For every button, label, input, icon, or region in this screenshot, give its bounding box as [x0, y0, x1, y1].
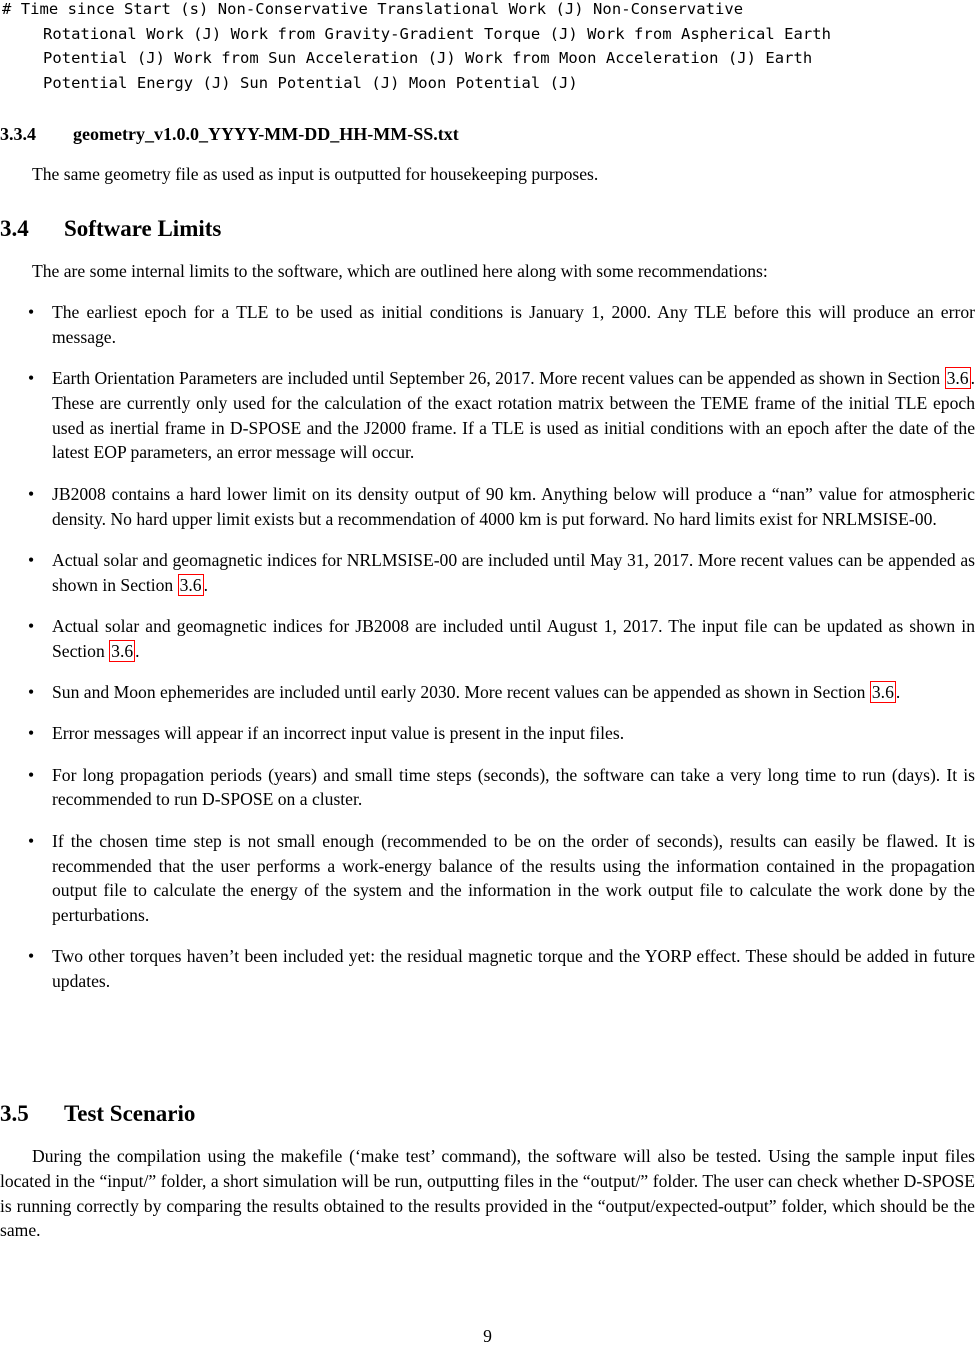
code-line: Rotational Work (J) Work from Gravity-Gradient Torque (J) Work from Aspherical Earth [43, 24, 832, 43]
list-item: • Error messages will appear if an incorrect input value is present in the input files. [0, 721, 975, 746]
geometry-file-paragraph: The same geometry file as used as input is outputted for housekeeping purposes. [32, 164, 599, 184]
section-number: 3.5 [0, 1101, 29, 1126]
bullet-icon: • [28, 946, 35, 967]
bullet-icon: • [28, 830, 35, 851]
list-item: • Sun and Moon ephemerides are included until early 2030. More recent values can be appended as shown in Section 3.6 . [0, 680, 975, 705]
section-reference-link[interactable]: 3.6 [946, 368, 969, 389]
software-limits-intro: The are some internal limits to the software, which are outlined here along with some recommendations: [32, 261, 768, 281]
bullet-icon: • [28, 682, 35, 703]
list-item: • Actual solar and geomagnetic indices for JB2008 are included until August 1, 2017. The input file can be updated as shown in Section 3.6 . [28, 615, 975, 661]
section-heading-test-scenario [0, 1101, 195, 1127]
subsection-title: geometry_v1.0.0_YYYY-MM-DD_HH-MM-SS.txt [73, 124, 459, 144]
section-reference-link[interactable]: 3.6 [179, 574, 202, 595]
bullet-icon: • [28, 549, 35, 570]
list-item: • Earth Orientation Parameters are included until September 26, 2017. More recent values can be appended as shown in Section 3.6 . These are currently only used for the calculation of the exact rotation matrix between the TEME frame of the initial TLE epoch used as inertial frame in D-SPOSE and the J2000 frame. If a TLE is used as initial conditions with an epoch after the date of the latest EOP parameters, an error message will occur. [28, 368, 975, 463]
test-scenario-paragraph: During the compilation using the makefile (‘make test’ command), the software will also be tested. Using the sample input files located in the “input/” folder, a short simulation will be run, outputting files in the “output/” folder. The user can check whether D-SPOSE is running correctly by comparing the results obtained to the results provided in the “output/expected-output” folder, which should be the same. [0, 1146, 975, 1241]
section-title: Test Scenario [64, 1101, 196, 1126]
bullet-icon: • [28, 483, 35, 504]
bullet-icon: • [28, 764, 35, 785]
section-reference-link[interactable]: 3.6 [871, 682, 894, 703]
list-item: • The earliest epoch for a TLE to be used as initial conditions is January 1, 2000. Any TLE before this will produce an error message. [28, 302, 975, 347]
bullet-icon: • [28, 368, 35, 389]
list-item: • Two other torques haven’t been included yet: the residual magnetic torque and the YORP effect. These should be added in future updates. [28, 946, 975, 992]
code-line: Potential Energy (J) Sun Potential (J) Moon Potential (J) [43, 73, 578, 92]
section-number: 3.4 [0, 216, 29, 241]
bullet-icon: • [28, 615, 35, 636]
list-item: • For long propagation periods (years) and small time steps (seconds), the software can take a very long time to run (days). It is recommended to run D-SPOSE on a cluster. [28, 764, 975, 810]
list-item: • If the chosen time step is not small enough (recommended to be on the order of seconds), results can easily be flawed. It is recommended that the user performs a work-energy balance of the results using the information contained in the propagation output file to calculate the energy of the system and the information in the work output file to calculate the work done by the perturbations. [28, 830, 975, 926]
code-line: Potential (J) Work from Sun Acceleration (J) Work from Moon Acceleration (J) Earth [43, 49, 813, 67]
page-number: 9 [483, 1326, 492, 1346]
section-title: Software Limits [64, 216, 222, 241]
subsection-number: 3.3.4 [0, 124, 36, 144]
section-reference-link[interactable]: 3.6 [111, 640, 134, 661]
work-file-header-code [2, 0, 972, 95]
section-heading-software-limits [0, 216, 221, 242]
list-item: • JB2008 contains a hard lower limit on its density output of 90 km. Anything below will produce a “nan” value for atmospheric density. No hard upper limit exists but a recommendation of 4000 km is put forward. No hard limits exist for NRLMSISE-00. [28, 483, 975, 529]
list-item: • Actual solar and geomagnetic indices for NRLMSISE-00 are included until May 31, 2017. More recent values can be appended as shown in Section 3.6 . [28, 549, 975, 595]
software-limits-list [0, 300, 975, 1011]
bullet-icon: • [28, 302, 35, 322]
subsection-heading-334 [0, 124, 459, 145]
code-line: # Time since Start (s) Non-Conservative Translational Work (J) Non-Conservative [2, 0, 744, 18]
bullet-icon: • [28, 723, 35, 744]
